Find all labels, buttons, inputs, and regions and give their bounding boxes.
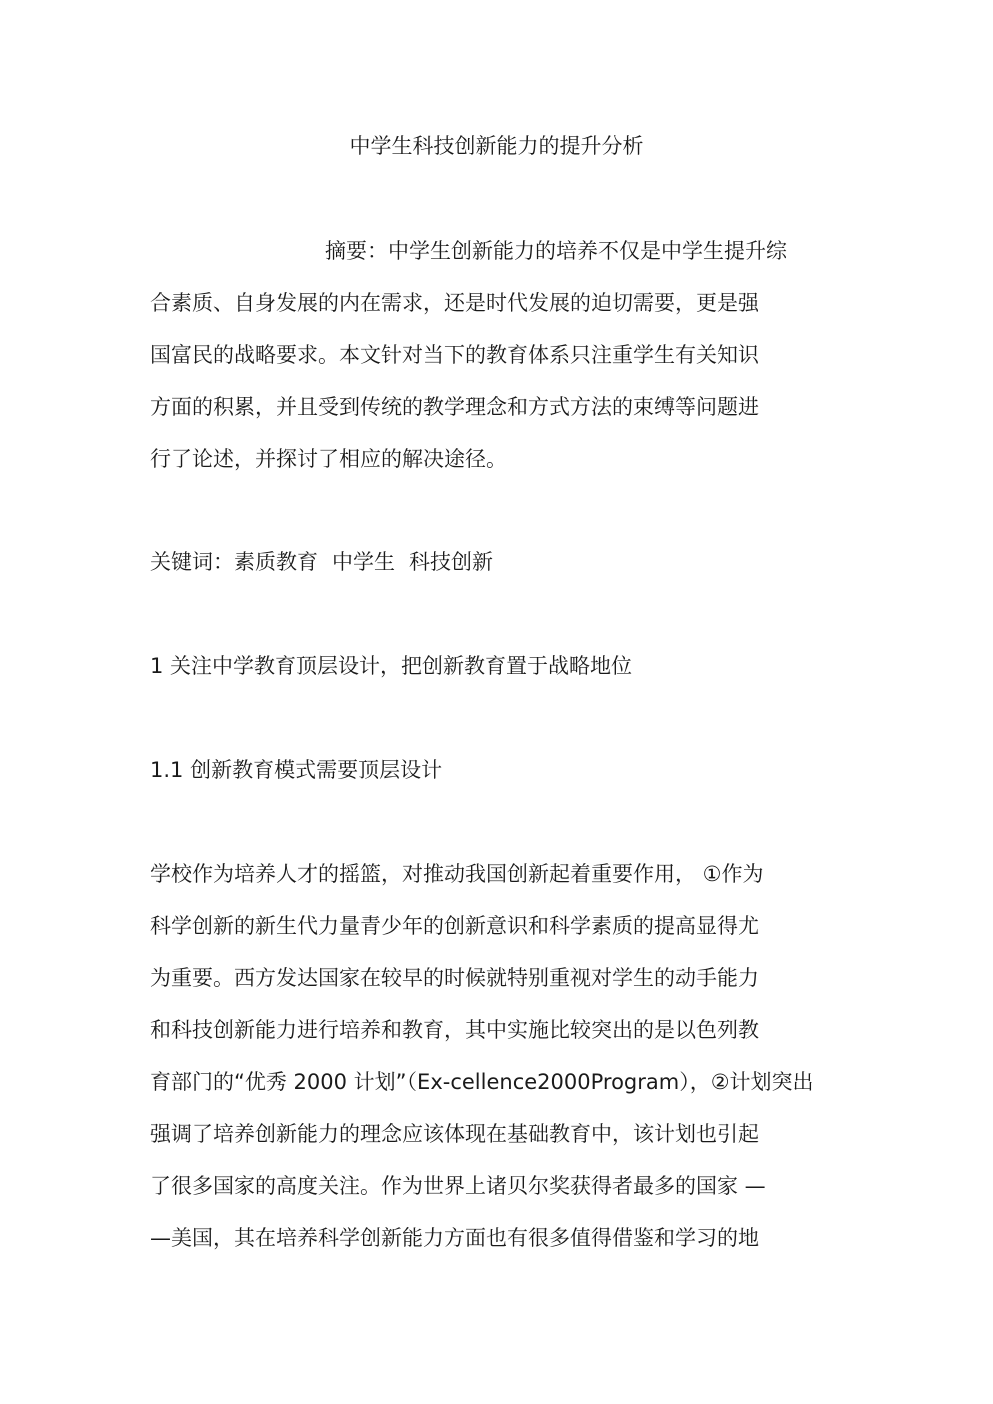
abstract-line: 方面的积累，并且受到传统的教学理念和方式方法的束缚等问题进 xyxy=(150,395,759,419)
body-line: 和科技创新能力进行培养和教育，其中实施比较突出的是以色列教 xyxy=(150,1018,759,1042)
keywords-label: 关键词： xyxy=(150,550,234,574)
body-line: 了很多国家的高度关注。作为世界上诸贝尔奖获得者最多的国家 — xyxy=(150,1174,766,1198)
body-line: 强调了培养创新能力的理念应该体现在基础教育中，该计划也引起 xyxy=(150,1122,759,1146)
keyword: 中学生 xyxy=(332,550,395,574)
document-title: 中学生科技创新能力的提升分析 xyxy=(349,134,644,158)
abstract-line: 国富民的战略要求。本文针对当下的教育体系只注重学生有关知识 xyxy=(150,343,759,367)
keyword: 素质教育 xyxy=(234,550,318,574)
body-line: 科学创新的新生代力量青少年的创新意识和科学素质的提高显得尤 xyxy=(150,914,759,938)
abstract-line: 摘要：中学生创新能力的培养不仅是中学生提升综 xyxy=(325,239,787,263)
subsection-heading: 1.1 创新教育模式需要顶层设计 xyxy=(150,758,443,782)
body-line: 学校作为培养人才的摇篮，对推动我国创新起着重要作用， ①作为 xyxy=(150,862,764,886)
body-line: 为重要。西方发达国家在较早的时候就特别重视对学生的动手能力 xyxy=(150,966,759,990)
section-heading: 1 关注中学教育顶层设计，把创新教育置于战略地位 xyxy=(150,654,633,678)
body-line: —美国，其在培养科学创新能力方面也有很多值得借鉴和学习的地 xyxy=(150,1226,759,1250)
keyword: 科技创新 xyxy=(409,550,493,574)
abstract-line: 行了论述，并探讨了相应的解决途径。 xyxy=(150,447,507,471)
abstract-line: 合素质、自身发展的内在需求，还是时代发展的迫切需要，更是强 xyxy=(150,291,759,315)
body-line: 育部门的“优秀 2000 计划”（Ex-cellence2000Program），②计划突出 xyxy=(150,1070,814,1094)
keywords-line xyxy=(150,547,493,577)
